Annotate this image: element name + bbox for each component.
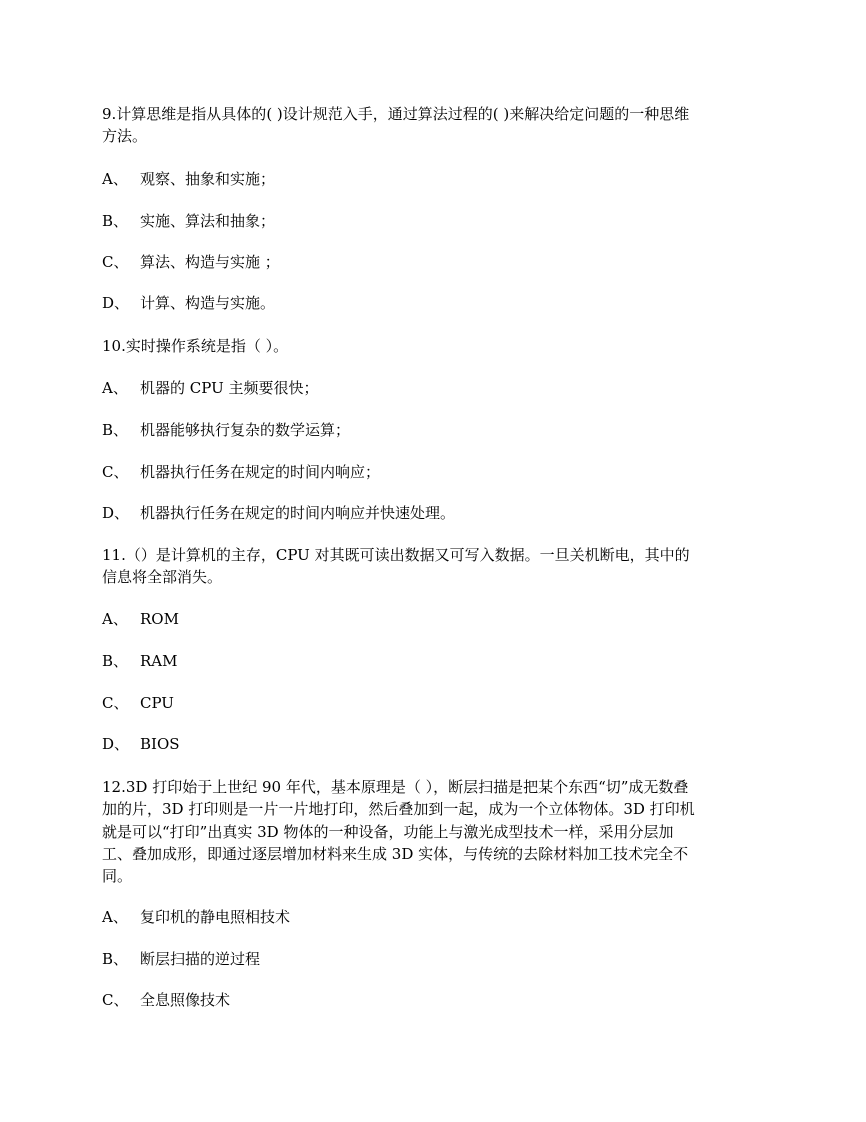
question-stem-line: 就是可以“打印”出真实 3D 物体的一种设备，功能上与激光成型技术一样，采用分层加 xyxy=(102,823,674,841)
question-stem-line: 方法。 xyxy=(102,127,148,145)
option-a xyxy=(102,608,766,630)
option-a xyxy=(102,168,766,190)
option-c xyxy=(102,461,766,483)
option-text: RAM xyxy=(140,652,178,670)
option-text: 断层扫描的逆过程 xyxy=(140,950,261,968)
option-text: BIOS xyxy=(140,735,180,753)
option-letter: A、 xyxy=(102,610,128,628)
option-letter: B、 xyxy=(102,212,129,230)
option-letter: D、 xyxy=(102,294,130,312)
option-text: 实施、算法和抽象； xyxy=(140,212,276,230)
option-a xyxy=(102,906,766,928)
question-stem-line: 加的片，3D 打印则是一片一片地打印，然后叠加到一起，成为一个立体物体。3D 打印机 xyxy=(102,800,695,818)
option-d xyxy=(102,502,766,524)
option-letter: B、 xyxy=(102,652,129,670)
question-stem-line: 10.实时操作系统是指（ ）。 xyxy=(102,337,289,355)
option-text: 算法、构造与实施 ； xyxy=(140,253,280,271)
option-c xyxy=(102,251,766,273)
option-c xyxy=(102,692,766,714)
option-letter: D、 xyxy=(102,735,130,753)
option-b xyxy=(102,210,766,232)
option-b xyxy=(102,650,766,672)
option-text: 复印机的静电照相技术 xyxy=(140,908,291,926)
option-text: ROM xyxy=(140,610,179,628)
option-c xyxy=(102,989,766,1011)
option-letter: B、 xyxy=(102,421,129,439)
option-letter: A、 xyxy=(102,379,128,397)
option-letter: A、 xyxy=(102,170,128,188)
option-text: 全息照像技术 xyxy=(140,991,231,1009)
option-d xyxy=(102,733,766,755)
option-text: 机器的 CPU 主频要很快； xyxy=(140,379,319,397)
question-stem-line: 同。 xyxy=(102,867,133,885)
option-text: 计算、构造与实施。 xyxy=(140,294,276,312)
option-d xyxy=(102,292,766,314)
question-stem-line: 11.（）是计算机的主存，CPU 对其既可读出数据又可写入数据。一旦关机断电，其中的 xyxy=(102,546,690,564)
option-letter: D、 xyxy=(102,504,130,522)
option-letter: C、 xyxy=(102,991,129,1009)
question-stem-line: 工、叠加成形，即通过逐层增加材料来生成 3D 实体，与传统的去除材料加工技术完全不 xyxy=(102,845,689,863)
option-letter: C、 xyxy=(102,694,129,712)
option-text: 机器能够执行复杂的数学运算； xyxy=(140,421,351,439)
option-b xyxy=(102,419,766,441)
question-stem-line: 信息将全部消失。 xyxy=(102,568,223,586)
option-b xyxy=(102,948,766,970)
question-stem-line: 9.计算思维是指从具体的( )设计规范入手，通过算法过程的( )来解决给定问题的一种思维 xyxy=(102,105,690,123)
option-text: 观察、抽象和实施； xyxy=(140,170,276,188)
question-stem-line: 12.3D 打印始于上世纪 90 年代，基本原理是（ ），断层扫描是把某个东西“切”成无数叠 xyxy=(102,778,689,796)
option-letter: A、 xyxy=(102,908,128,926)
option-text: CPU xyxy=(140,694,174,712)
option-text: 机器执行任务在规定的时间内响应并快速处理。 xyxy=(140,504,456,522)
option-letter: B、 xyxy=(102,950,129,968)
option-letter: C、 xyxy=(102,253,129,271)
option-letter: C、 xyxy=(102,463,129,481)
option-a xyxy=(102,377,766,399)
option-text: 机器执行任务在规定的时间内响应； xyxy=(140,463,381,481)
